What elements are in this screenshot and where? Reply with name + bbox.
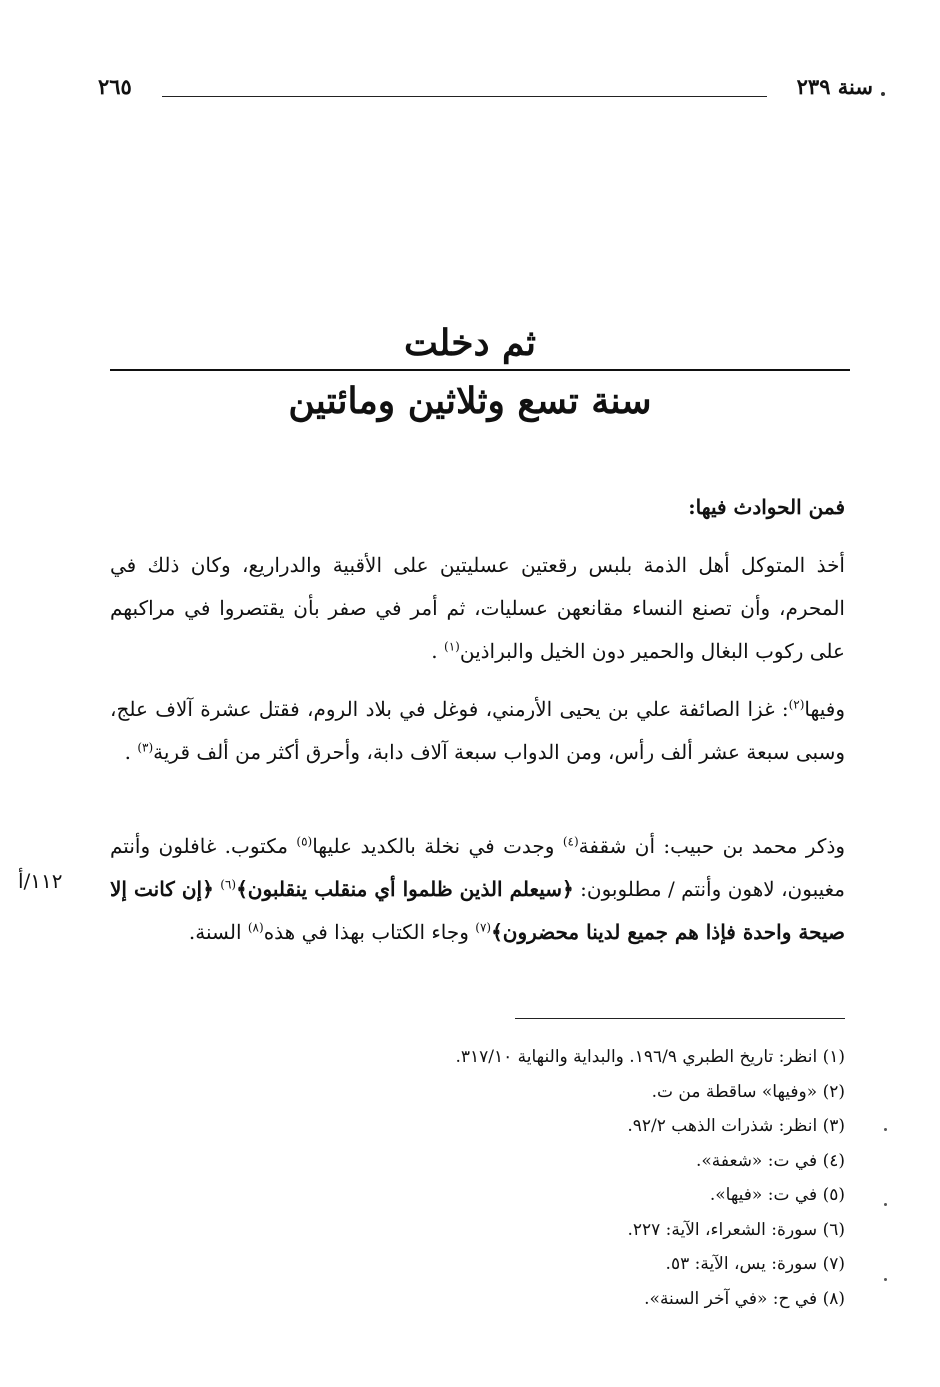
paragraph-3-part3: مكتوب. غافلون وأنتم مغيبون، لاهون وأنتم / مطلوبون: <box>110 834 845 901</box>
margin-dot <box>884 1128 887 1131</box>
chapter-title-line2: سنة تسع وثلاثين ومائتين <box>288 380 652 422</box>
paragraph-3-part1: وذكر محمد بن حبيب: أن شقفة <box>578 834 846 858</box>
header-rule <box>162 96 767 97</box>
paragraph-3-part5: السنة. <box>188 920 248 944</box>
footnote-2: (٢) «وفيها» ساقطة من ت. <box>651 1081 845 1102</box>
section-subheading: فمن الحوادث فيها: <box>688 495 845 519</box>
footnote-3: (٣) انظر: شذرات الذهب ٩٢/٢. <box>627 1116 845 1136</box>
footnote-rule <box>515 1018 845 1019</box>
quran-quote-2: ﴿إن كانت إلا صيحة واحدة فإذا هم جميع لدينا محضرون﴾ <box>110 877 845 944</box>
paragraph-3 <box>110 825 845 954</box>
footnote-ref-2[interactable]: (٢) <box>788 697 805 712</box>
paragraph-2-lead: وفيها <box>804 697 845 721</box>
margin-dot <box>884 1203 887 1206</box>
header-year: سنة ٢٣٩ <box>796 74 873 99</box>
footnote-ref-3[interactable]: (٣) <box>137 740 154 755</box>
margin-dot <box>884 1278 887 1281</box>
chapter-title-line1: ثم دخلت <box>403 322 537 364</box>
footnote-1: (١) انظر: تاريخ الطبري ١٩٦/٩. والبداية والنهاية ٣١٧/١٠. <box>455 1047 845 1067</box>
footnotes-list <box>105 1040 845 1316</box>
paragraph-2: وفيها$^{(٢)}$: غزا الصائفة علي بن يحيى الأرمني، فوغل في بلاد الروم، فقتل عشرة آلاف علج، وسبى سبعة عشر ألف رأس، ومن الدواب سبعة آلاف دابة، وأحرق أكثر من ألف قرية$^{(٣)}$ . <box>110 697 845 764</box>
paragraph-2-text: : غزا الصائفة علي بن يحيى الأرمني، فوغل في بلاد الروم، فقتل عشرة آلاف علج، وسبى سبعة عشر ألف رأس، ومن الدواب سبعة آلاف دابة، وأحرق أكثر من ألف قرية <box>110 697 845 764</box>
page-number: ٢٦٥ <box>98 74 132 99</box>
footnote-8: (٨) في ح: «في آخر السنة». <box>644 1288 845 1309</box>
manuscript-folio-mark: ١١٢/أ <box>18 869 63 893</box>
paragraph-3-part4: وجاء الكتاب بهذا في هذه <box>263 920 476 944</box>
footnote-4: (٤) في ت: «شعفة». <box>695 1150 845 1171</box>
quran-quote-1: ﴿سيعلم الذين ظلموا أي منقلب ينقلبون﴾ <box>236 877 574 901</box>
footnote-ref-6[interactable]: (٦) <box>220 877 237 892</box>
margin-dots <box>881 1128 887 1353</box>
header-dot <box>881 92 885 96</box>
footnote-6: (٦) سورة: الشعراء، الآية: ٢٢٧. <box>627 1219 845 1240</box>
footnote-ref-7[interactable]: (٧) <box>475 920 492 935</box>
footnote-ref-4[interactable]: (٤) <box>562 834 579 849</box>
footnote-ref-1[interactable]: (١) <box>444 639 460 654</box>
paragraph-1: أخذ المتوكل أهل الذمة بلبس رقعتين عسليتين على الأقبية والدراريع، وكان ذلك في المحرم، وأن تصنع النساء مقانعهن عسليات، ثم أمر في صفر بأن يقتصروا في مراكبهم على ركوب البغال والحمير دون الخيل والبراذين$^{(١)}$ . <box>110 553 845 663</box>
running-header <box>90 74 885 114</box>
footnote-7: (٧) سورة: يس، الآية: ٥٣. <box>665 1254 845 1274</box>
paragraph-3-part2: وجدت في نخلة بالكديد عليها <box>312 834 563 858</box>
title-rule <box>110 369 850 371</box>
paragraph-1-text: أخذ المتوكل أهل الذمة بلبس رقعتين عسليتين على الأقبية والدراريع، وكان ذلك في المحرم، وأن تصنع النساء مقانعهن عسليات، ثم أمر في صفر بأن يقتصروا في مراكبهم على ركوب البغال والحمير دون الخيل والبراذين <box>110 553 845 663</box>
footnote-ref-8[interactable]: (٨) <box>247 920 264 935</box>
footnote-ref-5[interactable]: (٥) <box>296 834 313 849</box>
footnote-5: (٥) في ت: «فيها». <box>709 1185 845 1205</box>
